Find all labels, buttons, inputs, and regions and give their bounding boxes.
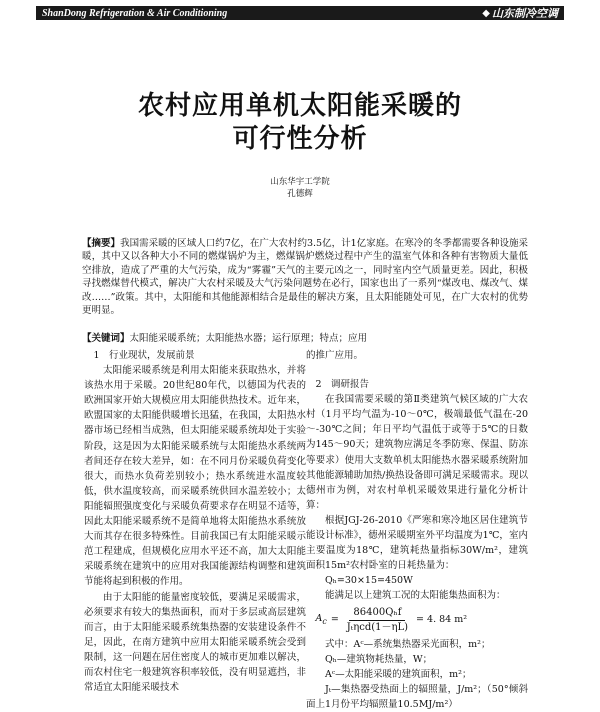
eq-fraction bbox=[343, 606, 412, 635]
author-name: 孔德辉 bbox=[287, 189, 313, 199]
eq-denominator: Jₜηcd(1－ηL) bbox=[346, 621, 409, 633]
diamond-icon: ◆ bbox=[482, 7, 490, 19]
definition-area: Aᶜ—太阳能采暖的建筑面积，m²； bbox=[325, 668, 472, 680]
section-1-paragraph-2: 由于太阳能的能量密度较低，要满足采暖需求，必须要求有较大的集热面积，而对于多层或高层建筑而言，由于太阳能采暖系统集热器的安装建设条件不足，因此，在南方建筑中应用太阳能采暖系统会受到限制，这一问题在居住密度人的城市更加难以解决，而农村住宅一般建筑容积率较低，没有明显遮挡，非常适宜太阳能采暖技术 bbox=[84, 591, 306, 694]
keywords-text: 太阳能采暖系统；太阳能热水器；运行原理；特点；应用 bbox=[129, 333, 368, 344]
equation-heat-load: Qₕ=30×15=450W bbox=[325, 575, 413, 587]
author-affiliation: 山东华宇工学院 bbox=[270, 177, 330, 187]
definition-ac: 式中：Aᶜ—系统集热器采光面积，m²； bbox=[325, 638, 491, 650]
journal-name-chinese: 山东制冷空调 bbox=[492, 7, 558, 20]
eq-numerator: 86400Qₕf bbox=[349, 606, 405, 621]
definition-qh: Qₕ—建筑物耗热量，W； bbox=[325, 653, 433, 665]
definition-jt: Jₜ—集热器受热面上的辐照量，J/m²；（50°倾斜面上1月份平均辐照量10.5MJ/m²） bbox=[306, 683, 528, 710]
abstract-text: 我国需采暖的区域人口约7亿，在广大农村约3.5亿，计1亿家庭。在寒冷的冬季都需要各种设施采暖，其中又以各种大小不同的燃煤锅炉为主，燃煤锅炉燃烧过程中产生的温室气体和各种有害物质大量低空排放，造成了严重的大气污染，成为“雾霾”天气的主要元凶之一，同时室内空气质量更差。因此，积极寻找燃煤替代模式，解决广大农村采暖及大气污染问题势在必行，国家也出了一系列“煤改电、煤改气、煤改……”政策。其中，太阳能和其他能源相结合是最佳的解决方案，且太阳能随处可见，在广大农村的优势更明显。 bbox=[82, 238, 528, 317]
journal-header-bar bbox=[36, 6, 564, 20]
section-1-heading: 1 行业现状，发展前景 bbox=[93, 350, 195, 361]
eq-equals: = bbox=[330, 614, 339, 626]
right-column bbox=[306, 348, 528, 712]
continued-paragraph: 的推广应用。 bbox=[306, 350, 364, 361]
abstract-block bbox=[82, 237, 528, 317]
section-2-paragraph-3: 能满足以上建筑工况的太阳能集热面积为： bbox=[325, 590, 506, 602]
article-title-line-2: 可行性分析 bbox=[232, 124, 368, 154]
section-2-paragraph-2: 根据JGJ-26-2010《严寒和寒冷地区居住建筑节能设计标准》，德州采暖期室外平均温度为1℃，室内主要温度为18℃，建筑耗热量指标30W/m²，建筑面积15m²农村卧室的日耗热量为： bbox=[306, 514, 528, 572]
journal-name-chinese-group bbox=[482, 5, 558, 21]
eq-lhs: $A_c$ bbox=[315, 613, 327, 626]
abstract-label: 【摘要】 bbox=[82, 238, 121, 249]
left-column bbox=[84, 348, 306, 695]
section-1-paragraph-1: 太阳能采暖系统是利用太阳能来获取热水，并将该热水用于采暖。20世纪80年代，以德国为代表的欧洲国家开始大规模应用太阳能供热技术。近年来，欧盟国家的太阳能供暖增长迅猛，在我国，太阳热水器市场已经相当成熟，但太阳能采暖系统却处于实验阶段，这是因为太阳能采暖系统与太阳能热水系统两者间还存在较大差异，如：在不同月份采暖负荷变化很大，而热水负荷差别较小；热水系统进水温度较低，供水温度较高，而采暖系统供回水温差较小；太阳能辐照强度变化与采暖负荷要求存在明显不适等，因此太阳能采暖系统不是简单地将太阳能热水系统放大而其存在很多特殊性。目前我国已有太阳能采暖示范工程建成，但规模化应用水平还不高，加大太阳能采暖系统在建筑中的应用对我国能源结构调整和建筑节能将起到积极的作用。 bbox=[84, 365, 306, 588]
keywords-block bbox=[82, 332, 528, 345]
section-2-paragraph-1: 在我国需要采暖的第Ⅱ类建筑气候区域的广大农村（1月平均气温为-10～0℃，极端最低气温在-20～-30℃之间；年日平均气温低于或等于5℃的日数为145～90天；建筑物应满足冬季防寒、保温、防冻等要求）使用大支数单机太阳能热水器采暖系统附加其他能源辅助加热/换热设备即可满足采暖需求。现以德州市为例，对农村单机采暖效果进行量化分析计算： bbox=[306, 394, 528, 511]
section-2-heading: 2 调研报告 bbox=[315, 379, 370, 391]
journal-name-english: ShanDong Refrigeration & Air Conditioning bbox=[42, 7, 228, 19]
spacer bbox=[306, 363, 528, 377]
equation-collector-area bbox=[306, 606, 528, 635]
keywords-label: 【关键词】 bbox=[82, 333, 130, 344]
eq-result: = 4. 84 m² bbox=[416, 614, 468, 626]
article-title-line-1: 农村应用单机太阳能采暖的 bbox=[137, 91, 462, 121]
